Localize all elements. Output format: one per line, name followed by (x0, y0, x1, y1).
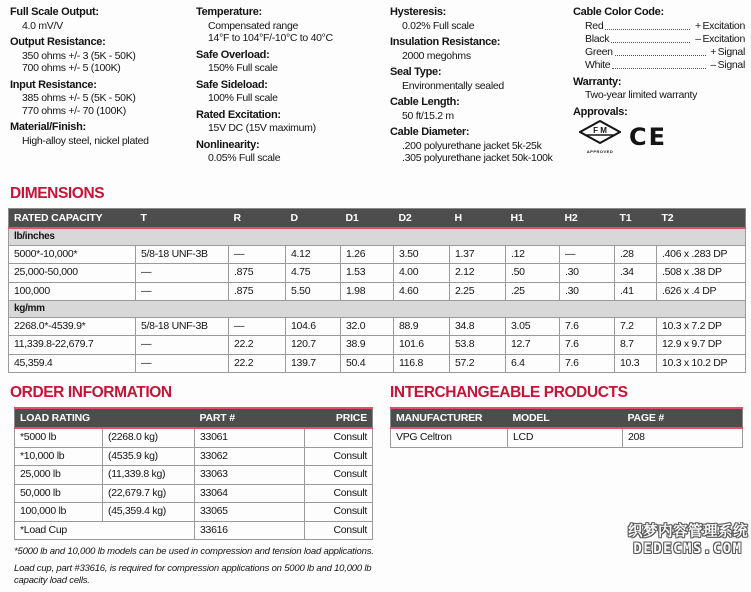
table-cell: .25 (506, 282, 560, 301)
dedecms-watermark (628, 524, 748, 557)
table-row (391, 428, 743, 447)
column-header: PRICE (305, 408, 373, 428)
load-rating-cell: *10,000 lb (15, 447, 103, 466)
metric-rating-cell: (45,359.4 kg) (103, 503, 195, 522)
spec-full-scale-output (10, 6, 196, 32)
table-cell: .508 x .38 DP (657, 264, 746, 283)
spec-cable-length (390, 96, 573, 122)
column-header: T (136, 209, 229, 229)
spec-column-3 (390, 6, 573, 176)
table-cell: .34 (615, 264, 657, 283)
metric-rating-cell: (22,679.7 kg) (103, 484, 195, 503)
cable-color-row (573, 59, 745, 72)
spec-safe-sideload (196, 79, 390, 105)
table-cell: 4.60 (394, 282, 450, 301)
wire-color: Black (585, 32, 610, 45)
table-cell: — (136, 282, 229, 301)
table-cell: .41 (615, 282, 657, 301)
load-rating-cell: 50,000 lb (15, 484, 103, 503)
table-cell: — (229, 317, 286, 336)
spec-column-1 (10, 6, 196, 176)
load-rating-cell: *5000 lb (15, 428, 103, 447)
table-cell: 53.8 (450, 336, 506, 355)
table-cell: 22.2 (229, 354, 286, 373)
metric-rating-cell: (2268.0 kg) (103, 428, 195, 447)
part-number-cell: 33616 (195, 521, 305, 540)
manufacturer-cell: VPG Celtron (391, 428, 508, 447)
column-header: T1 (615, 209, 657, 229)
price-cell: Consult (305, 447, 373, 466)
footnote: Load cup, part #33616, is required for compression applications on 5000 lb and 10,000 lb capacity load cells. (14, 562, 372, 586)
table-cell: 3.05 (506, 317, 560, 336)
load-rating-cell: 25,000 lb (15, 466, 103, 485)
table-cell: 2268.0*-4539.9* (9, 317, 136, 336)
spec-value: 4.0 mV/V (22, 19, 63, 32)
table-cell: 2.25 (450, 282, 506, 301)
table-cell: 116.8 (394, 354, 450, 373)
fm-approved-caption: APPROVED (586, 149, 614, 154)
polarity-sign: + (710, 45, 717, 58)
table-cell: 22.2 (229, 336, 286, 355)
table-cell: 11,339.8-22,679.7 (9, 336, 136, 355)
load-rating-cell: *Load Cup (15, 521, 195, 540)
table-cell: .875 (229, 282, 286, 301)
unit-group-header: lb/inches (9, 228, 746, 245)
fm-approved-icon (579, 120, 621, 154)
table-row (9, 336, 746, 355)
table-cell: 45,359.4 (9, 354, 136, 373)
table-row (15, 503, 373, 522)
spec-value: 770 ohms +/- 70 (100K) (22, 104, 127, 117)
spec-value: Compensated range (208, 19, 299, 32)
table-cell: 3.50 (394, 245, 450, 264)
table-cell: 101.6 (394, 336, 450, 355)
part-number-cell: 33064 (195, 484, 305, 503)
table-cell: 6.4 (506, 354, 560, 373)
table-cell: 88.9 (394, 317, 450, 336)
table-cell: 7.2 (615, 317, 657, 336)
spec-label: Seal Type: (390, 66, 442, 78)
table-cell: 12.9 x 9.7 DP (657, 336, 746, 355)
order-information-table (14, 407, 373, 540)
table-cell: .406 x .283 DP (657, 245, 746, 264)
table-row (15, 466, 373, 485)
table-cell: 4.12 (286, 245, 341, 264)
spec-approvals (573, 106, 745, 155)
spec-label: Nonlinearity: (196, 138, 260, 151)
column-header: D1 (341, 209, 394, 229)
bottom-section (0, 375, 751, 592)
table-cell: 10.3 x 7.2 DP (657, 317, 746, 336)
table-cell: 5/8-18 UNF-3B (136, 245, 229, 264)
table-cell: 32.0 (341, 317, 394, 336)
order-information-section (10, 375, 382, 592)
wire-color: Green (585, 45, 613, 58)
spec-safe-overload (196, 49, 390, 75)
column-header: H1 (506, 209, 560, 229)
table-cell: 1.53 (341, 264, 394, 283)
interchangeable-products-table (390, 407, 743, 448)
page-number-cell: 208 (623, 428, 743, 447)
column-header: MODEL (508, 408, 623, 428)
table-cell: .50 (506, 264, 560, 283)
wire-color: White (585, 58, 611, 71)
table-cell: 5/8-18 UNF-3B (136, 317, 229, 336)
metric-rating-cell: (4535.9 kg) (103, 447, 195, 466)
spec-column-4 (573, 6, 745, 176)
dimensions-title: DIMENSIONS (10, 185, 105, 202)
spec-output-resistance (10, 36, 196, 75)
table-cell: .626 x .4 DP (657, 282, 746, 301)
price-cell: Consult (305, 428, 373, 447)
polarity-sign: – (710, 58, 716, 71)
unit-group-header: kg/mm (9, 301, 746, 318)
interchangeable-products-section (390, 375, 750, 592)
spec-value: 385 ohms +/- 5 (5K - 50K) (22, 92, 136, 104)
table-cell: — (560, 245, 615, 264)
cable-color-row (573, 46, 745, 59)
table-row (9, 282, 746, 301)
dotted-leader (611, 42, 690, 43)
cable-color-row (573, 33, 745, 46)
spec-hysteresis (390, 6, 573, 32)
column-header: D (286, 209, 341, 229)
wire-function: Excitation (702, 19, 745, 32)
spec-insulation-resistance (390, 36, 573, 62)
price-cell: Consult (305, 466, 373, 485)
spec-value: Environmentally sealed (402, 79, 504, 92)
spec-material-finish (10, 121, 196, 147)
table-cell: .30 (560, 282, 615, 301)
wire-function: Signal (717, 58, 745, 71)
table-cell: — (136, 336, 229, 355)
table-cell: 120.7 (286, 336, 341, 355)
footnote: *5000 lb and 10,000 lb models can be used in compression and tension load applications. (14, 546, 374, 557)
table-row (9, 354, 746, 373)
interchangeable-products-title: INTERCHANGEABLE PRODUCTS (390, 384, 628, 401)
column-header: D2 (394, 209, 450, 229)
table-cell: 50.4 (341, 354, 394, 373)
load-rating-cell: 100,000 lb (15, 503, 103, 522)
part-number-cell: 33065 (195, 503, 305, 522)
table-cell: 100,000 (9, 282, 136, 301)
column-header: PAGE # (623, 408, 743, 428)
column-header: H2 (560, 209, 615, 229)
table-cell: 104.6 (286, 317, 341, 336)
wire-function: Signal (717, 45, 745, 58)
column-header: T2 (657, 209, 746, 229)
table-cell: 7.6 (560, 317, 615, 336)
spec-rated-excitation (196, 109, 390, 135)
table-cell: 5000*-10,000* (9, 245, 136, 264)
spec-cable-diameter (390, 126, 573, 165)
spec-seal-type (390, 66, 573, 92)
table-cell: 1.98 (341, 282, 394, 301)
table-cell: .12 (506, 245, 560, 264)
table-cell: 25,000-50,000 (9, 264, 136, 283)
column-header: MANUFACTURER (391, 408, 508, 428)
spec-column-2 (196, 6, 390, 176)
table-cell: 1.26 (341, 245, 394, 264)
cable-color-row (573, 20, 745, 33)
table-cell: .30 (560, 264, 615, 283)
table-cell: 10.3 (615, 354, 657, 373)
table-cell: 7.6 (560, 336, 615, 355)
order-information-title: ORDER INFORMATION (10, 384, 172, 401)
spec-cable-color-code (573, 6, 745, 72)
spec-nonlinearity (196, 139, 390, 165)
table-cell: 34.8 (450, 317, 506, 336)
column-header: H (450, 209, 506, 229)
spec-value: 0.02% Full scale (402, 19, 475, 32)
unit-group-row (9, 228, 746, 245)
spec-label: Input Resistance: (10, 78, 97, 91)
price-cell: Consult (305, 503, 373, 522)
dimensions-table (8, 208, 746, 373)
spec-value: 50 ft/15.2 m (402, 109, 454, 122)
table-cell: 5.50 (286, 282, 341, 301)
spec-label: Cable Diameter: (390, 126, 470, 138)
table-cell: 12.7 (506, 336, 560, 355)
table-row (15, 428, 373, 447)
table-cell: 57.2 (450, 354, 506, 373)
table-cell: .28 (615, 245, 657, 264)
dimensions-header-row (9, 209, 746, 229)
spec-value: 150% Full scale (208, 62, 278, 74)
wire-color: Red (585, 19, 604, 32)
wire-function: Excitation (702, 32, 745, 45)
spec-temperature (196, 6, 390, 45)
table-row (15, 521, 373, 540)
table-cell: 7.6 (560, 354, 615, 373)
spec-value: .305 polyurethane jacket 50k-100k (402, 152, 553, 164)
dotted-leader (605, 29, 690, 30)
spec-label: Rated Excitation: (196, 108, 281, 121)
spec-value: Two-year limited warranty (585, 89, 698, 101)
table-row (15, 484, 373, 503)
table-cell: 10.3 x 10.2 DP (657, 354, 746, 373)
price-cell: Consult (305, 521, 373, 540)
order-header-row (15, 408, 373, 428)
watermark-domain-text: DEDECMS.COM (633, 541, 743, 557)
table-cell: 139.7 (286, 354, 341, 373)
spec-value: 100% Full scale (208, 92, 278, 104)
spec-warranty (573, 76, 745, 102)
spec-label: Hysteresis: (390, 6, 447, 18)
spec-label: Full Scale Output: (10, 6, 99, 18)
interchangeable-header-row (391, 408, 743, 428)
ce-mark-icon: CE (629, 123, 668, 151)
column-header: PART # (195, 408, 305, 428)
table-row (9, 317, 746, 336)
spec-label: Output Resistance: (10, 36, 106, 48)
part-number-cell: 33062 (195, 447, 305, 466)
column-header: LOAD RATING (15, 408, 195, 428)
spec-value: 15V DC (15V maximum) (208, 122, 316, 134)
spec-value: 14°F to 104°F/-10°C to 40°C (208, 32, 333, 44)
specifications-section (0, 0, 751, 176)
table-cell: — (229, 245, 286, 264)
polarity-sign: + (695, 19, 701, 32)
spec-label: Safe Sideload: (196, 78, 268, 91)
table-cell: — (136, 354, 229, 373)
polarity-sign: – (695, 32, 701, 45)
spec-label: Warranty: (573, 75, 622, 88)
table-cell: 2.12 (450, 264, 506, 283)
model-cell: LCD (508, 428, 623, 447)
spec-label: Approvals: (573, 105, 628, 118)
table-cell: 4.00 (394, 264, 450, 283)
spec-input-resistance (10, 79, 196, 118)
table-row (9, 264, 746, 283)
price-cell: Consult (305, 484, 373, 503)
spec-label: Safe Overload: (196, 48, 270, 61)
spec-label: Temperature: (196, 6, 262, 18)
spec-value: High-alloy steel, nickel plated (22, 134, 149, 147)
dotted-leader (612, 68, 705, 69)
table-row (15, 447, 373, 466)
spec-label: Cable Color Code: (573, 6, 664, 18)
table-cell: 38.9 (341, 336, 394, 355)
table-row (9, 245, 746, 264)
spec-value: 700 ohms +/- 5 (100K) (22, 62, 121, 74)
column-header: RATED CAPACITY (9, 209, 136, 229)
spec-value: .200 polyurethane jacket 5k-25k (402, 139, 542, 152)
dotted-leader (615, 55, 706, 56)
spec-label: Insulation Resistance: (390, 36, 501, 48)
part-number-cell: 33063 (195, 466, 305, 485)
approval-marks (573, 120, 745, 154)
table-cell: 8.7 (615, 336, 657, 355)
table-cell: — (136, 264, 229, 283)
watermark-chinese-text: 织梦内容管理系统 (628, 524, 748, 540)
table-cell: .875 (229, 264, 286, 283)
metric-rating-cell: (11,339.8 kg) (103, 466, 195, 485)
svg-text:F M: F M (593, 126, 607, 135)
unit-group-row (9, 301, 746, 318)
spec-label: Cable Length: (390, 96, 460, 108)
table-cell: 1.37 (450, 245, 506, 264)
spec-label: Material/Finish: (10, 121, 86, 133)
column-header: R (229, 209, 286, 229)
table-cell: 4.75 (286, 264, 341, 283)
spec-value: 2000 megohms (402, 49, 471, 62)
part-number-cell: 33061 (195, 428, 305, 447)
order-footnotes (14, 546, 376, 588)
spec-value: 0.05% Full scale (208, 152, 281, 164)
spec-value: 350 ohms +/- 3 (5K - 50K) (22, 49, 136, 62)
